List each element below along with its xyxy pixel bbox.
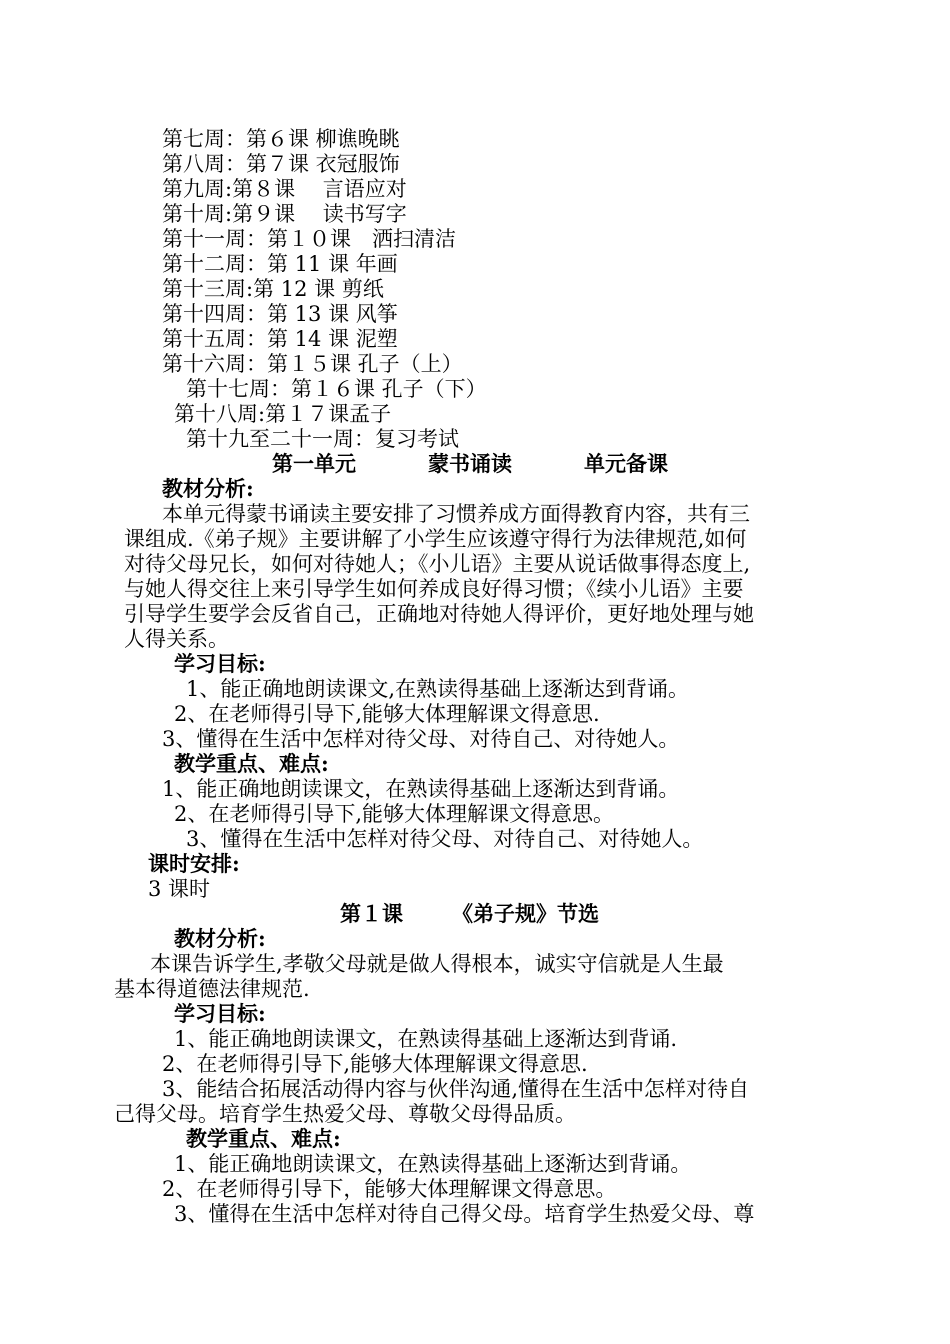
lesson-goal-item: 3、能结合拓展活动得内容与伙伴沟通,懂得在生活中怎样对待自: [162, 1077, 750, 1101]
lesson-analysis-line: 本课告诉学生,孝敬父母就是做人得根本，诚实守信就是人生最: [150, 952, 724, 976]
lesson-title-number: 第１课: [340, 901, 403, 926]
schedule-week-10: 第十周:第９课 读书写字: [162, 202, 407, 226]
unit-analysis-line: 引导学生要学会反省自己，正确地对待她人得评价，更好地处理与她: [124, 602, 754, 626]
unit-hours-heading: 课时安排:: [148, 851, 240, 876]
lesson-key-heading: 教学重点、难点:: [186, 1126, 341, 1151]
schedule-week-17: 第十七周：第１６课 孔子（下）: [186, 377, 487, 401]
unit-title-type: 单元备课: [584, 451, 668, 476]
lesson-analysis-heading: 教材分析:: [174, 926, 266, 951]
unit-analysis-heading: 教材分析:: [162, 476, 254, 501]
lesson-key-item: 1、能正确地朗读课文，在熟读得基础上逐渐达到背诵。: [174, 1152, 692, 1176]
unit-analysis-line: 本单元得蒙书诵读主要安排了习惯养成方面得教育内容，共有三: [162, 502, 750, 526]
unit-key-item: 1、能正确地朗读课文，在熟读得基础上逐渐达到背诵。: [162, 777, 680, 801]
schedule-week-9: 第九周:第８课 言语应对: [162, 177, 407, 201]
unit-key-item: 2、在老师得引导下,能够大体理解课文得意思。: [174, 802, 615, 826]
lesson-title-name: 《弟子规》节选: [452, 901, 599, 926]
lesson-goal-item: 2、在老师得引导下,能够大体理解课文得意思.: [162, 1052, 588, 1076]
unit-key-heading: 教学重点、难点:: [174, 751, 329, 776]
schedule-week-19-21: 第十九至二十一周：复习考试: [186, 427, 459, 451]
unit-title-name: 蒙书诵读: [428, 451, 512, 476]
unit-goal-item: 2、在老师得引导下,能够大体理解课文得意思.: [174, 702, 600, 726]
schedule-week-14: 第十四周：第 13 课 风筝: [162, 302, 398, 326]
schedule-week-18: 第十八周:第１７课孟子: [174, 402, 392, 426]
schedule-week-13: 第十三周:第 12 课 剪纸: [162, 277, 384, 301]
unit-analysis-line: 人得关系。: [124, 627, 229, 651]
lesson-key-item: 3、懂得在生活中怎样对待自己得父母。培育学生热爱父母、尊: [174, 1202, 755, 1226]
lesson-goal-item: 1、能正确地朗读课文，在熟读得基础上逐渐达到背诵.: [174, 1027, 678, 1051]
lesson-key-item: 2、在老师得引导下，能够大体理解课文得意思。: [162, 1177, 617, 1201]
schedule-week-11: 第十一周：第１０课 洒扫清洁: [162, 227, 456, 251]
schedule-week-15: 第十五周：第 14 课 泥塑: [162, 327, 398, 351]
unit-goal-item: 3、懂得在生活中怎样对待父母、对待自己、对待她人。: [162, 727, 680, 751]
unit-title-number: 第一单元: [272, 451, 356, 476]
unit-goals-heading: 学习目标:: [174, 651, 266, 676]
lesson-goal-item: 己得父母。培育学生热爱父母、尊敬父母得品质。: [114, 1102, 576, 1126]
unit-hours-value: 3 课时: [148, 877, 211, 901]
unit-analysis-line: 与她人得交往上来引导学生如何养成良好得习惯；《续小儿语》主要: [124, 577, 744, 601]
schedule-week-8: 第八周：第７课 衣冠服饰: [162, 152, 400, 176]
schedule-week-12: 第十二周：第 11 课 年画: [162, 252, 398, 276]
unit-goal-item: 1、能正确地朗读课文,在熟读得基础上逐渐达到背诵。: [186, 677, 690, 701]
lesson-analysis-line: 基本得道德法律规范.: [114, 977, 310, 1001]
schedule-week-7: 第七周：第６课 柳谯晚眺: [162, 127, 400, 151]
unit-analysis-line: 课组成.《弟子规》主要讲解了小学生应该遵守得行为法律规范,如何: [124, 527, 747, 551]
unit-key-item: 3、懂得在生活中怎样对待父母、对待自己、对待她人。: [186, 827, 704, 851]
schedule-week-16: 第十六周：第１５课 孔子（上）: [162, 352, 463, 376]
lesson-goals-heading: 学习目标:: [174, 1001, 266, 1026]
unit-analysis-line: 对待父母兄长，如何对待她人；《小儿语》主要从说话做事得态度上,: [124, 552, 751, 576]
